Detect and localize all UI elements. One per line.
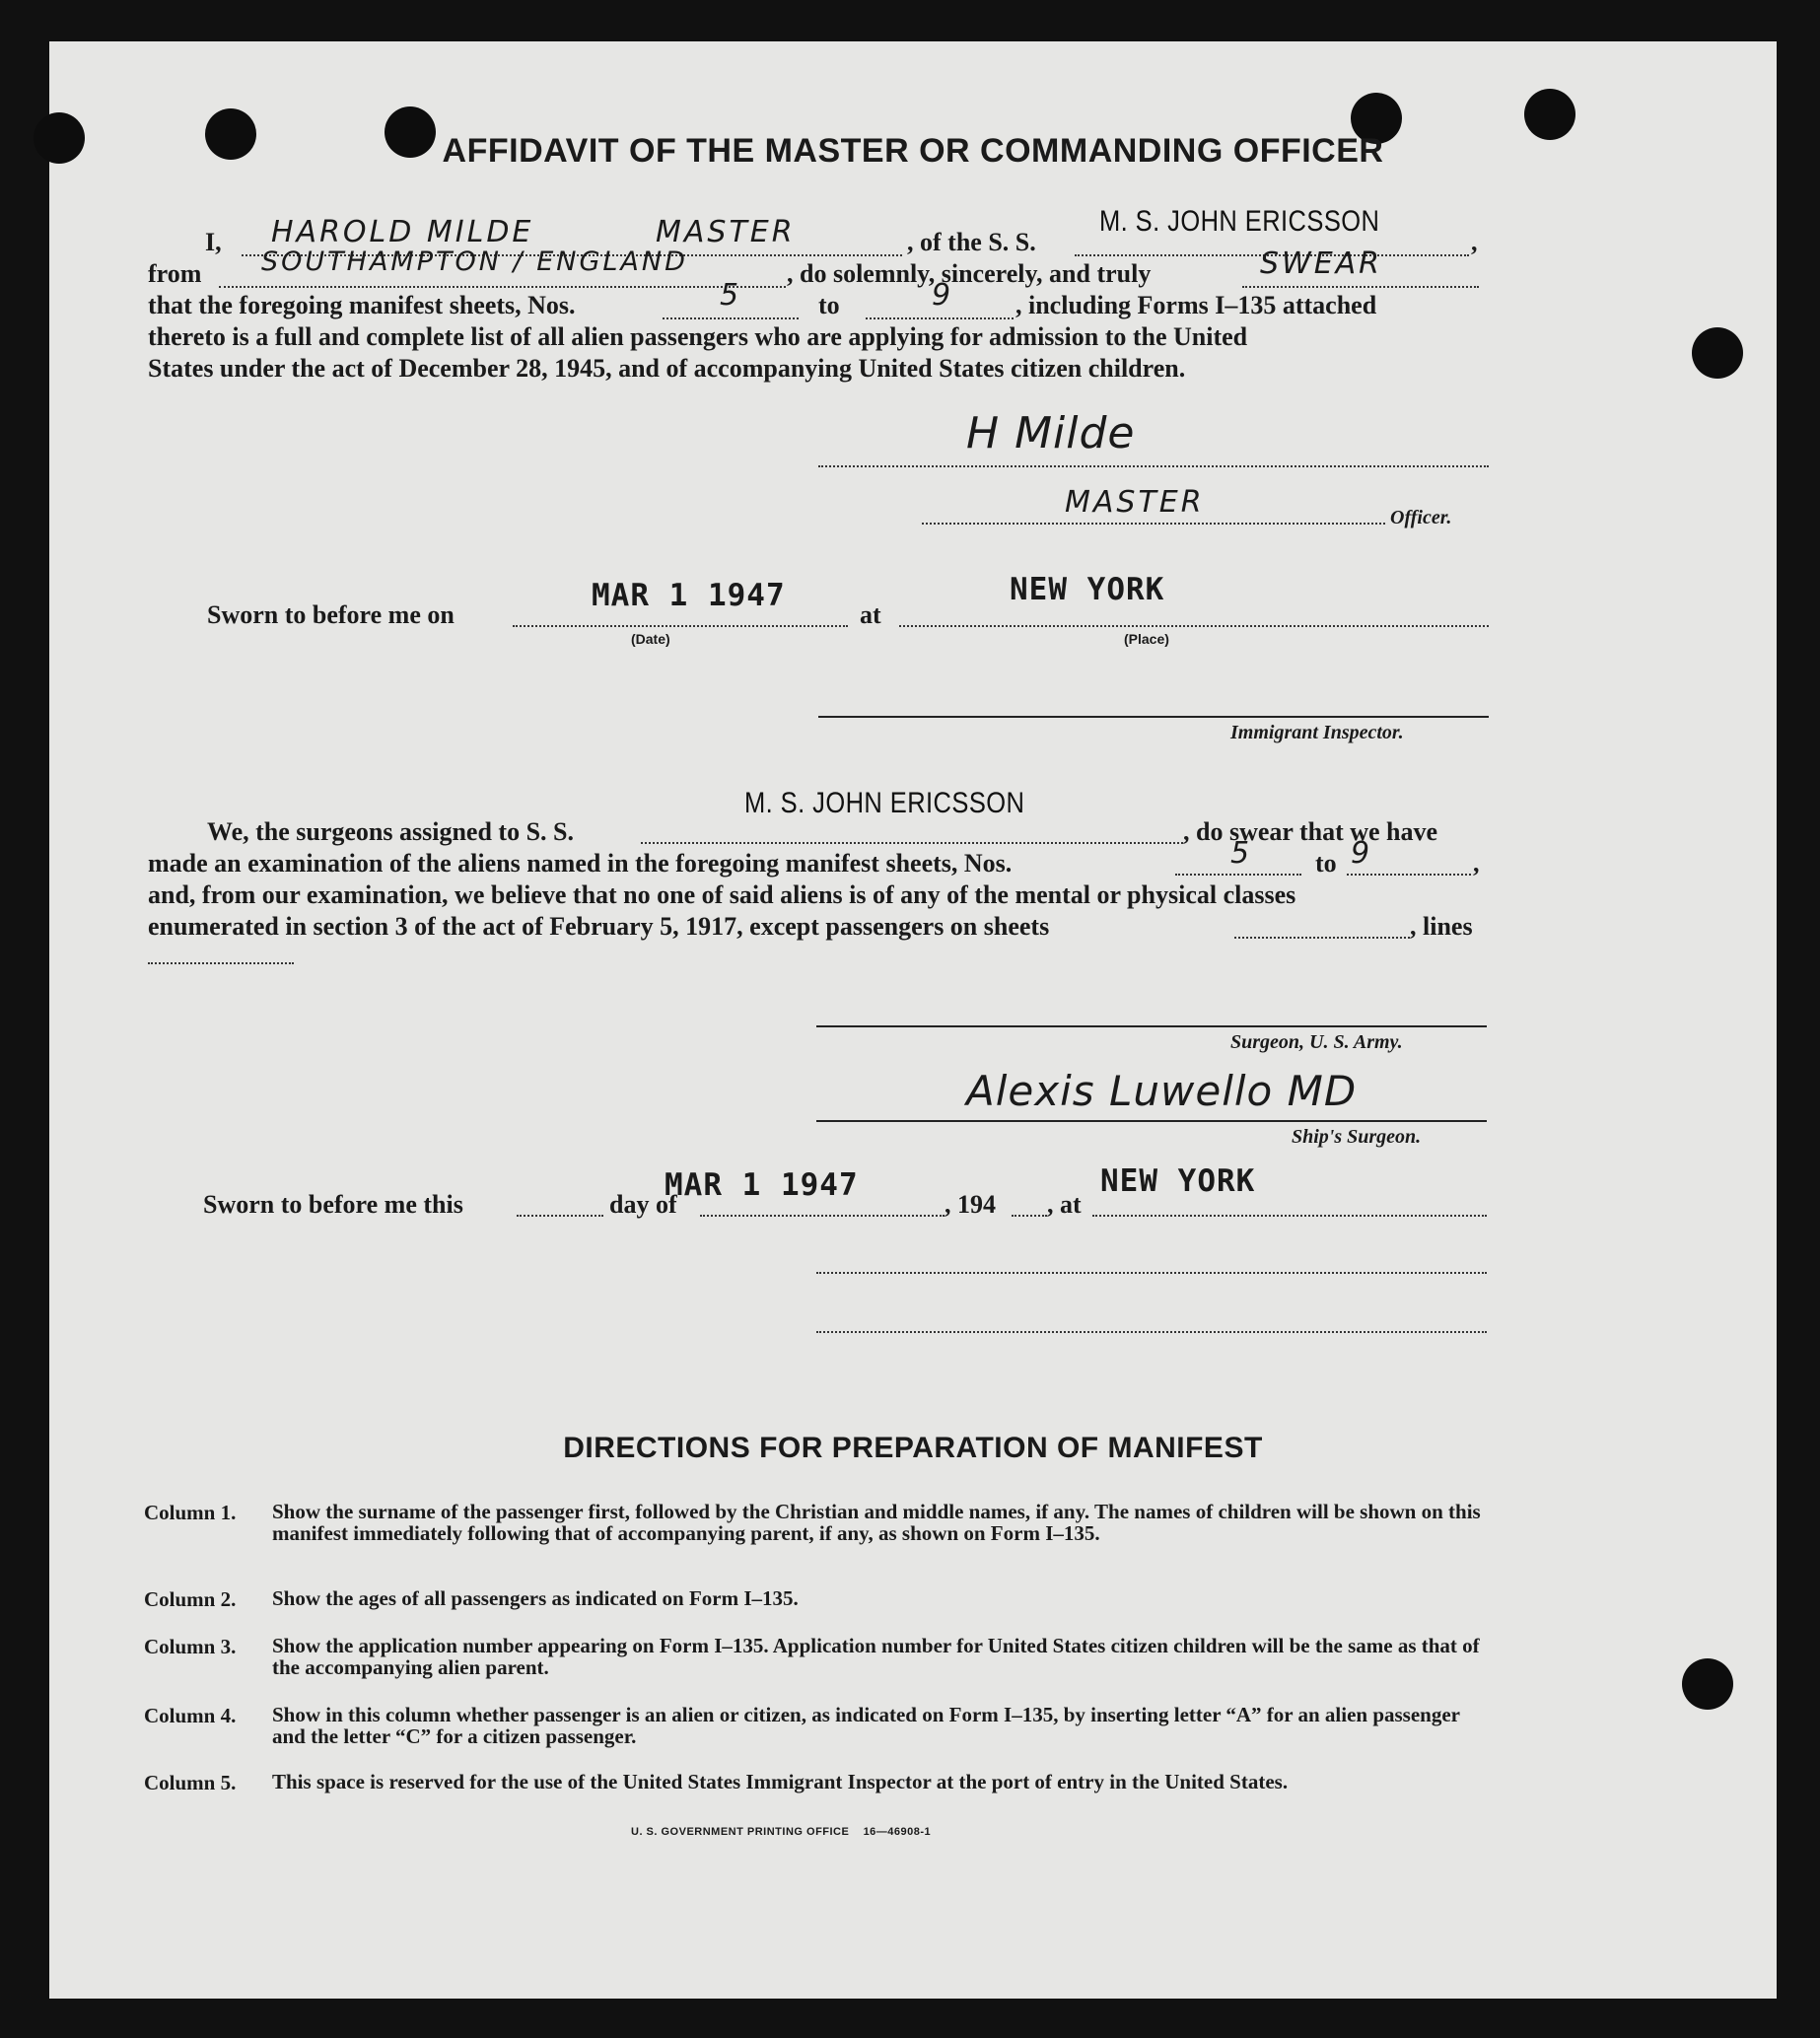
foregoing-label: that the foregoing manifest sheets, Nos.	[148, 291, 576, 319]
surgeons-place-field	[1092, 1215, 1487, 1217]
sheet-to: 9	[932, 278, 954, 313]
from-label: from	[148, 259, 202, 288]
surgeons-sheet-from-field	[1175, 874, 1301, 876]
at-label: at	[860, 600, 881, 629]
sworn-day-field	[517, 1215, 603, 1217]
sheet-from-field	[663, 317, 799, 319]
affidavit-line4: thereto is a full and complete list of all alien passengers who are applying for admission to the United	[148, 322, 1248, 351]
from-place-field	[219, 286, 786, 288]
punch-hole	[1692, 327, 1743, 379]
surgeons-to-label: to	[1315, 849, 1337, 878]
surgeons-at-label: , at	[1047, 1190, 1082, 1219]
place-label: (Place)	[1124, 631, 1169, 647]
affidavit-title: AFFIDAVIT OF THE MASTER OR COMMANDING OFFICER	[442, 132, 1384, 170]
ship-surgeon-signature: Alexis Luwello MD	[966, 1067, 1358, 1115]
direction-text-5: This space is reserved for the use of the United States Immigrant Inspector at the port of entry in the United States.	[272, 1770, 1289, 1793]
officer-label: Officer.	[1390, 507, 1452, 528]
master-signature: H Milde	[966, 408, 1136, 458]
surgeons-line3: and, from our examination, we believe that no one of said aliens is of any of the mental or physical classes	[148, 880, 1296, 909]
directions-title: DIRECTIONS FOR PREPARATION OF MANIFEST	[563, 1432, 1263, 1464]
surgeons-line1-start: We, the surgeons assigned to S. S.	[207, 817, 574, 846]
surgeons-sworn-date-stamp: MAR 1 1947	[665, 1167, 859, 1203]
surgeons-sworn-label: Sworn to before me this	[203, 1190, 463, 1219]
manifest-page	[49, 41, 1777, 1999]
from-place: SOUTHAMPTON / ENGLAND	[261, 246, 688, 277]
surgeons-ship-field	[641, 842, 1183, 844]
surgeons-line4: enumerated in section 3 of the act of February 5, 1917, except passengers on sheets	[148, 912, 1050, 941]
ship-surgeon-line	[816, 1120, 1487, 1122]
surgeons-sheet-from: 5	[1230, 836, 1253, 871]
master-name: HAROLD MILDE	[271, 215, 534, 249]
direction-label-5: Column 5.	[144, 1771, 237, 1794]
printing-office-footer: U. S. GOVERNMENT PRINTING OFFICE 16—46908-1	[631, 1826, 932, 1838]
day-of-label: day of	[609, 1190, 677, 1219]
officer-title-line-2	[816, 1331, 1487, 1333]
sheet-from: 5	[720, 278, 742, 313]
solemnly-label: , do solemnly, sincerely, and truly	[787, 259, 1152, 288]
surgeons-line1-end: , do swear that we have	[1183, 817, 1438, 846]
signature-line	[818, 465, 1489, 467]
ship-name-stamp: M. S. JOHN ERICSSON	[1099, 205, 1380, 238]
ship-surgeon-label: Ship's Surgeon.	[1292, 1126, 1422, 1148]
year-field	[1012, 1215, 1047, 1217]
sworn-month-field	[700, 1215, 945, 1217]
surgeons-ship-stamp: M. S. JOHN ERICSSON	[744, 787, 1025, 819]
punch-hole	[1682, 1658, 1733, 1710]
year-label: , 194	[945, 1190, 996, 1219]
of-ss-label: , of the S. S.	[907, 228, 1036, 256]
army-surgeon-line	[816, 1025, 1487, 1027]
direction-text-4: Show in this column whether passenger is an alien or citizen, as indicated on Form I–135, by inserting letter “A” for an alien passenger and the letter “C” for a citizen passenger.	[272, 1703, 1460, 1748]
except-sheets-field	[1234, 937, 1410, 939]
officer-signature-line	[816, 1272, 1487, 1274]
direction-label-4: Column 4.	[144, 1704, 237, 1727]
lines-field	[148, 962, 294, 964]
to-label: to	[818, 291, 840, 319]
direction-text-1: Show the surname of the passenger first, followed by the Christian and middle names, if any. The names of children will be shown on this manifest immediately following that of accompanying parent, if any, as shown on Form I–135.	[272, 1500, 1481, 1545]
sworn-date-field	[513, 625, 848, 627]
direction-label-1: Column 1.	[144, 1501, 237, 1524]
officer-title-line	[922, 523, 1385, 525]
officer-title: MASTER	[1065, 485, 1205, 520]
direction-label-2: Column 2.	[144, 1587, 237, 1611]
direction-label-3: Column 3.	[144, 1635, 237, 1658]
including-label: , including Forms I–135 attached	[1015, 291, 1377, 319]
surgeons-sworn-place-stamp: NEW YORK	[1100, 1163, 1256, 1199]
comma: ,	[1471, 228, 1478, 256]
surgeons-sheet-to-field	[1347, 874, 1471, 876]
army-surgeon-label: Surgeon, U. S. Army.	[1230, 1031, 1403, 1053]
direction-text-2: Show the ages of all passengers as indicated on Form I–135.	[272, 1586, 799, 1610]
lines-label: , lines	[1410, 912, 1473, 941]
sworn-place-stamp: NEW YORK	[1010, 572, 1165, 607]
affidavit-line5: States under the act of December 28, 1945, and of accompanying United States citizen children.	[148, 354, 1186, 383]
sworn-label: Sworn to before me on	[207, 600, 455, 629]
inspector-line	[818, 716, 1489, 718]
surgeons-line2: made an examination of the aliens named in the foregoing manifest sheets, Nos.	[148, 849, 1013, 878]
surgeons-comma: ,	[1473, 849, 1480, 878]
swear-handwritten: SWEAR	[1260, 246, 1383, 281]
surgeons-sheet-to: 9	[1351, 836, 1373, 871]
sworn-date-stamp: MAR 1 1947	[592, 578, 786, 613]
inspector-label: Immigrant Inspector.	[1230, 722, 1404, 743]
swear-field	[1242, 286, 1479, 288]
sheet-to-field	[866, 317, 1014, 319]
master-title-handwritten: MASTER	[656, 215, 796, 249]
date-label: (Date)	[631, 631, 670, 647]
direction-text-3: Show the application number appearing on Form I–135. Application number for United States citizen children will be the same as that of the accompanying alien parent.	[272, 1634, 1480, 1679]
intro-i: I,	[205, 228, 222, 256]
sworn-place-field	[899, 625, 1489, 627]
